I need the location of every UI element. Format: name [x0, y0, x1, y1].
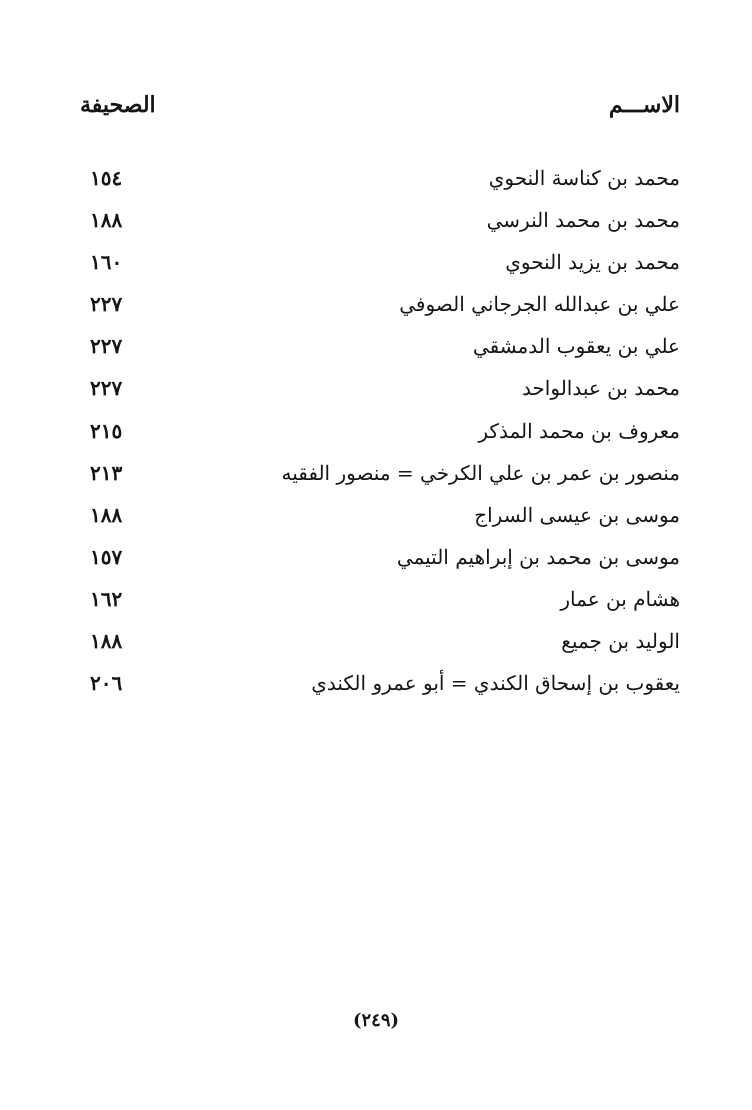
entry-name: علي بن عبدالله الجرجاني الصوفي [399, 292, 680, 317]
entry-page-number: ٢٢٧ [90, 334, 123, 359]
index-entry [80, 629, 680, 671]
index-entry [80, 292, 680, 334]
entry-name: محمد بن يزيد النحوي [505, 250, 680, 275]
entry-page-number: ١٦٠ [90, 250, 123, 275]
entry-page-number: ١٨٨ [90, 629, 123, 654]
entry-page-number: ٢٢٧ [90, 292, 123, 317]
entry-name: موسى بن محمد بن إبراهيم التيمي [396, 544, 680, 569]
entry-name: معروف بن محمد المذكر [478, 418, 680, 443]
page-column-heading: الصحيفة [80, 92, 156, 118]
entry-name: علي بن يعقوب الدمشقي [472, 334, 680, 359]
entry-page-number: ١٦٢ [90, 586, 123, 611]
index-entry [80, 671, 680, 713]
entry-name: منصور بن عمر بن علي الكرخي = منصور الفقيه [281, 460, 680, 485]
entry-page-number: ٢١٥ [90, 418, 123, 443]
index-entry [80, 587, 680, 629]
index-entry [80, 503, 680, 545]
index-header [80, 92, 680, 132]
entry-name: الوليد بن جميع [561, 629, 680, 654]
footer-page-number: (٢٤٩) [352, 1010, 400, 1031]
entry-name: محمد بن محمد النرسي [486, 208, 680, 233]
entry-name: محمد بن كناسة النحوي [488, 166, 680, 190]
entry-page-number: ١٥٧ [90, 544, 123, 569]
entry-page-number: ١٨٨ [90, 208, 123, 233]
entry-name: يعقوب بن إسحاق الكندي = أبو عمرو الكندي [311, 671, 680, 696]
entry-name: موسى بن عيسى السراج [474, 502, 680, 527]
entry-page-number: ٢٢٧ [90, 376, 123, 401]
index-entry [80, 545, 680, 587]
index-entry [80, 419, 680, 461]
index-entry [80, 334, 680, 376]
index-entry [80, 376, 680, 418]
index-entry [80, 166, 680, 208]
entry-name: محمد بن عبدالواحد [521, 376, 680, 401]
name-column-heading: الاســـم [608, 92, 680, 118]
index-entry [80, 250, 680, 292]
index-entry [80, 461, 680, 503]
entry-page-number: ٢٠٦ [90, 671, 123, 696]
entry-page-number: ٢١٣ [90, 460, 123, 485]
index-entry [80, 208, 680, 250]
entry-page-number: ١٥٤ [90, 166, 123, 190]
entry-name: هشام بن عمار [560, 586, 680, 611]
index-entries [80, 166, 680, 713]
entry-page-number: ١٨٨ [90, 502, 123, 527]
